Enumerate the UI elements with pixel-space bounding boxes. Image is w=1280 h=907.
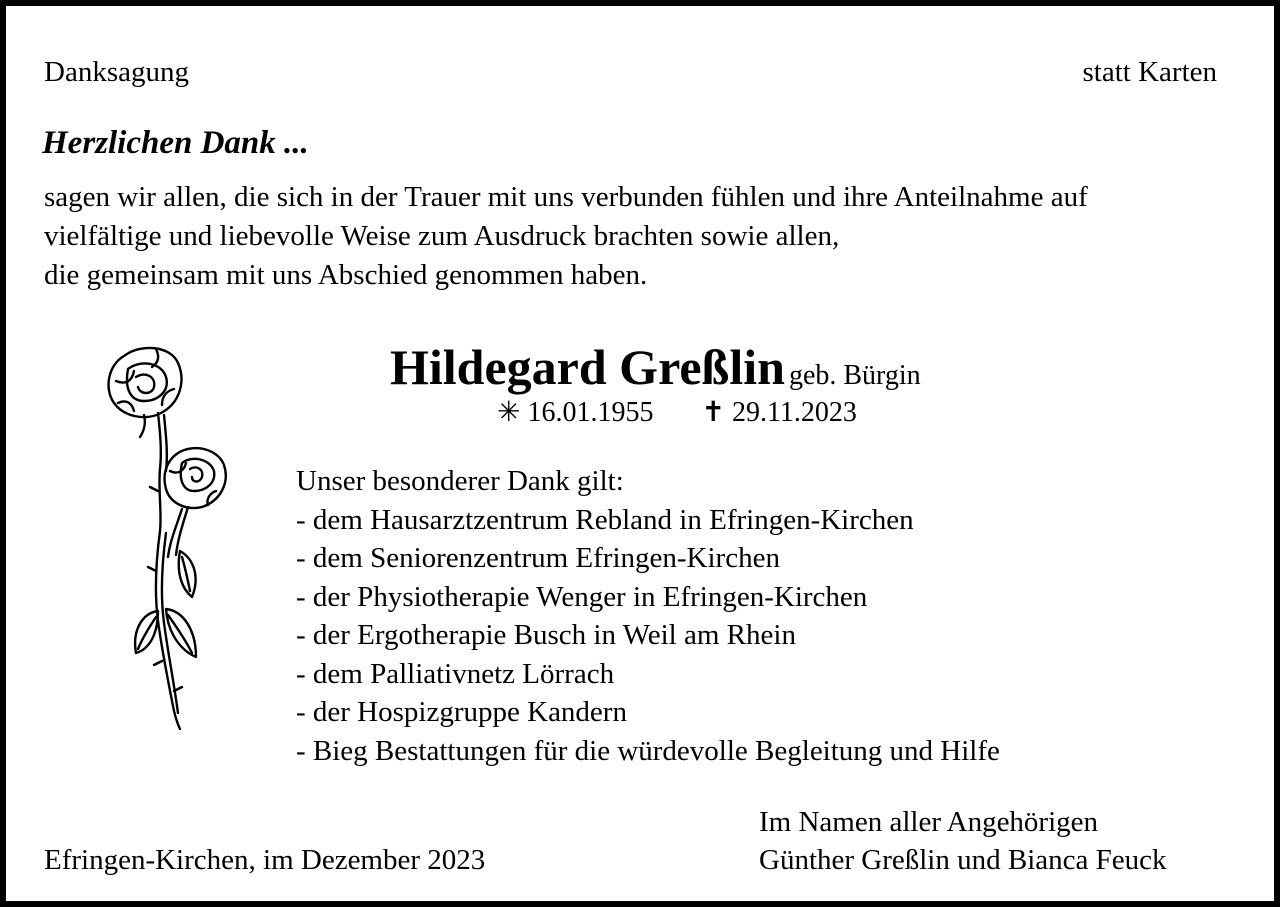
birth-date: 16.01.1955 (527, 397, 654, 428)
place-date: Efringen-Kirchen, im Dezember 2023 (44, 844, 486, 876)
intro-line: vielfältige und liebevolle Weise zum Ausdruck brachten sowie allen, (44, 220, 840, 252)
birth-star-icon: ✳ (497, 397, 521, 428)
intro-line: die gemeinsam mit uns Abschied genommen haben. (44, 259, 648, 291)
life-dates (497, 399, 857, 427)
list-item: - der Physiotherapie Wenger in Efringen-Kirchen (296, 580, 868, 613)
intro-line: sagen wir allen, die sich in der Trauer mit uns verbunden fühlen und ihre Anteilnahme auf (44, 181, 1088, 213)
list-item: - dem Hausarztzentrum Rebland in Efringen-Kirchen (296, 503, 914, 536)
list-item: - dem Seniorenzentrum Efringen-Kirchen (296, 542, 780, 574)
signature-names: Günther Greßlin und Bianca Feuck (759, 844, 1167, 876)
list-item: - Bieg Bestattungen für die würdevolle Begleitung und Hilfe (296, 734, 1000, 767)
deceased-name: Hildegard Greßlin (390, 339, 785, 395)
list-item: - der Ergotherapie Busch in Weil am Rhein (296, 619, 796, 651)
list-item: - der Hospizgruppe Kandern (296, 696, 627, 728)
header-left: Danksagung (44, 56, 189, 88)
headline: Herzlichen Dank ... (42, 125, 309, 161)
list-item: - dem Palliativnetz Lörrach (296, 657, 615, 690)
death-date: 29.11.2023 (731, 397, 857, 428)
rose-icon (96, 341, 231, 736)
signature-intro: Im Namen aller Angehörigen (759, 806, 1099, 838)
header-right: statt Karten (1082, 56, 1217, 88)
intro-text (44, 178, 1088, 295)
thanks-list (296, 462, 1000, 770)
birth-name: geb. Bürgin (788, 360, 921, 391)
death-cross-icon: ✝ (701, 397, 725, 428)
thanks-intro: Unser besonderer Dank gilt: (296, 465, 624, 497)
deceased-name-line (390, 339, 921, 395)
